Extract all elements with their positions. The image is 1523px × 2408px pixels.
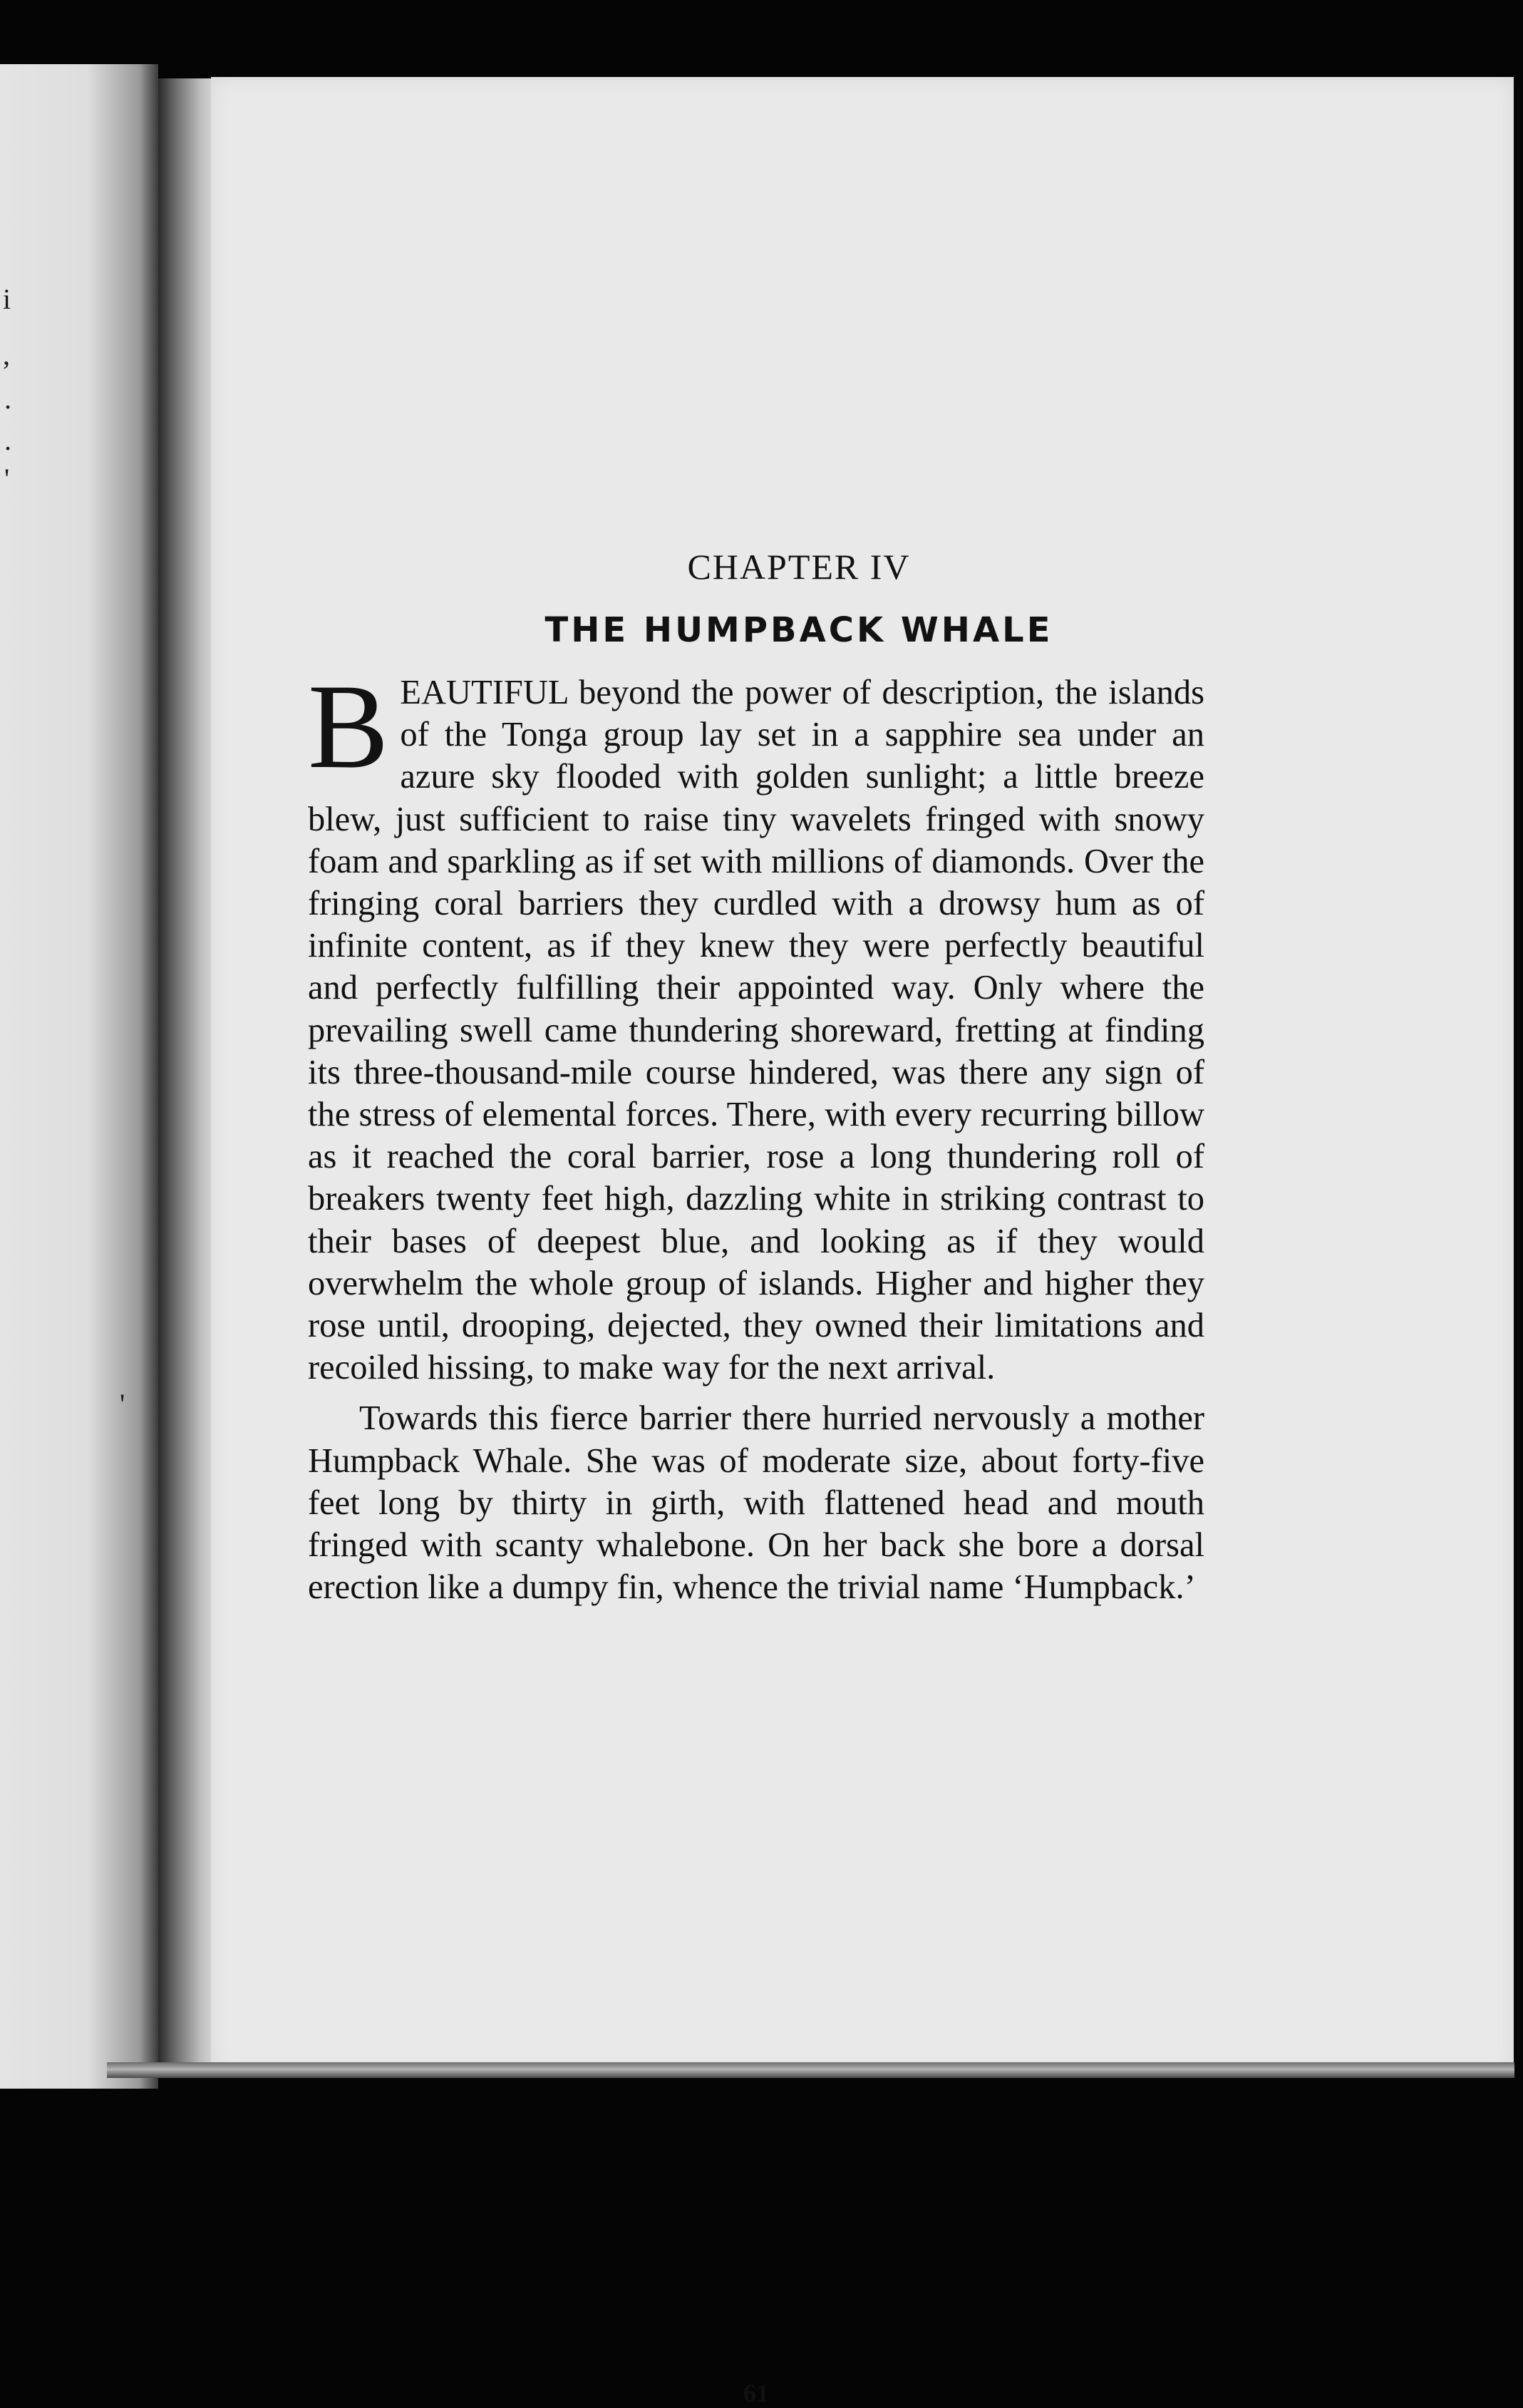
margin-mark: . — [4, 383, 11, 415]
facing-page-edge — [0, 64, 158, 2089]
margin-mark: ' — [120, 1388, 125, 1420]
chapter-heading: CHAPTER IV — [687, 547, 911, 587]
paragraph-text: EAUTIFUL beyond the power of description, the islands of the Tonga group lay set in a sapphire sea under an azure sky flooded with golden sunlight; a little breeze blew, just sufficient to raise tiny wavelets fringed with snowy foam and sparkling as if set with millions of diamonds. Over the fringing coral barriers they curdled with a drowsy hum as of infinite content, as if they knew they were perfectly beautiful and perfectly fulfilling their appointed way. Only where the prevailing swell came thundering shoreward, fretting at finding its three-thousand-mile course hindered, was there any sign of the stress of elemental forces. There, with every recurring billow as it reached the coral barrier, rose a long thundering roll of breakers twenty feet high, dazzling white in striking contrast to their bases of deepest blue, and looking as if they would overwhelm the whole group of islands. Higher and higher they rose until, drooping, dejected, they owned their limitations and recoiled hissing, to make way for the next arrival. — [308, 674, 1204, 1387]
paragraph — [308, 659, 1204, 1389]
margin-mark: i — [3, 283, 11, 315]
margin-mark: . — [4, 424, 11, 456]
drop-cap: B — [308, 659, 389, 793]
margin-mark: , — [3, 339, 10, 371]
margin-mark: ' — [4, 463, 10, 495]
chapter-title: THE HUMPBACK WHALE — [544, 610, 1053, 650]
page-number: 61 — [743, 2379, 769, 2407]
page-text-block — [308, 547, 1204, 2407]
book-gutter — [158, 78, 218, 2078]
paragraph: Towards this fierce barrier there hurried nervously a mother Humpback Whale. She was of moderate size, about forty-five feet long by thirty in girth, with flattened head and mouth fringed with scanty whalebone. On her back she bore a dorsal erection like a dumpy fin, whence the trivial name ‘Humpback.’ — [308, 1399, 1204, 1607]
page-bottom-edge — [107, 2062, 1514, 2078]
